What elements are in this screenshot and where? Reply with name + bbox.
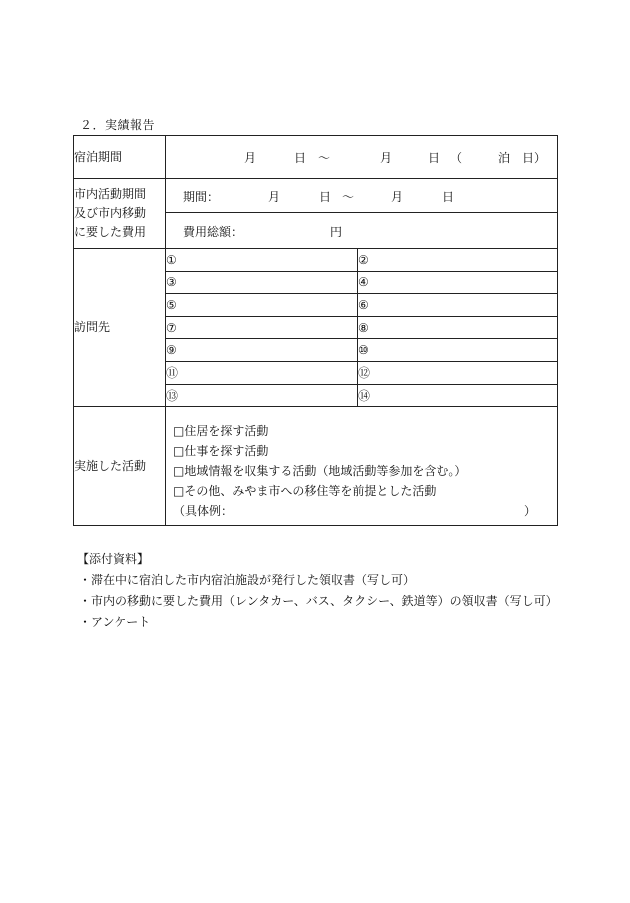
period-label: 期間： [183,190,220,204]
visit-cell-12[interactable]: ⑫ [358,361,558,384]
visit-row [74,249,558,272]
visit-cell-9[interactable]: ⑨ [166,339,358,362]
cost-value-cell[interactable] [166,213,558,249]
activities-cell [166,407,558,526]
stay-day2: 日 [428,151,441,165]
period-month2: 月 [391,190,404,204]
attachment-item: ・アンケート [79,615,151,629]
visit-cell-10[interactable]: ⑩ [358,339,558,362]
activity-checkbox-housing[interactable]: □住居を探す活動 [173,424,269,439]
visit-cell-2[interactable]: ② [358,249,558,272]
period-value-cell[interactable] [166,179,558,213]
visit-cell-6[interactable]: ⑥ [358,294,558,317]
activities-label: 実施した活動 [74,407,166,526]
activity-example-close: ） [524,504,537,519]
visit-cell-5[interactable]: ⑤ [166,294,358,317]
stay-paren-open: （ [450,151,463,165]
activity-checkbox-other[interactable]: □その他、みやま市への移住等を前提とした活動 [173,484,437,499]
cost-label: 費用総額： [183,225,244,239]
activity-period-label: 市内活動期間 及び市内移動 に要した費用 [74,179,166,249]
activity-checkbox-local-info[interactable]: □地域情報を収集する活動（地域活動等参加を含む。） [173,464,467,479]
stay-nights: 泊 [498,151,511,165]
stay-tilde: ～ [318,151,331,165]
visit-cell-11[interactable]: ⑪ [166,361,358,384]
activity-checkbox-job[interactable]: □仕事を探す活動 [173,444,269,459]
cost-yen: 円 [330,225,343,239]
activities-row [74,407,558,526]
visit-cell-13[interactable]: ⑬ [166,384,358,407]
stay-day3: 日） [522,151,547,165]
attachment-item: ・滞在中に宿泊した市内宿泊施設が発行した領収書（写し可） [79,573,416,587]
section-title: ２．実績報告 [80,118,156,132]
visit-cell-4[interactable]: ④ [358,271,558,294]
period-day2: 日 [442,190,455,204]
stay-label: 宿泊期間 [74,136,166,179]
stay-month2: 月 [380,151,393,165]
activity-example-field[interactable] [173,501,557,521]
period-day1: 日 [319,190,332,204]
attachment-item: ・市内の移動に要した費用（レンタカー、バス、タクシー、鉄道等）の領収書（写し可） [79,594,558,608]
visit-cell-7[interactable]: ⑦ [166,316,358,339]
visit-cell-14[interactable]: ⑭ [358,384,558,407]
activity-example-open: （具体例： [173,504,234,519]
report-table [73,135,558,526]
attachments-title: 【添付資料】 [77,552,150,566]
stay-value-cell[interactable] [166,136,558,179]
visits-label: 訪問先 [74,249,166,407]
activity-period-row [74,179,558,213]
visit-cell-3[interactable]: ③ [166,271,358,294]
attachments [77,549,558,633]
visit-cell-1[interactable]: ① [166,249,358,272]
stay-row [74,136,558,179]
period-month1: 月 [268,190,281,204]
period-tilde: ～ [342,190,355,204]
stay-month1: 月 [244,151,257,165]
stay-day1: 日 [294,151,307,165]
visit-cell-8[interactable]: ⑧ [358,316,558,339]
